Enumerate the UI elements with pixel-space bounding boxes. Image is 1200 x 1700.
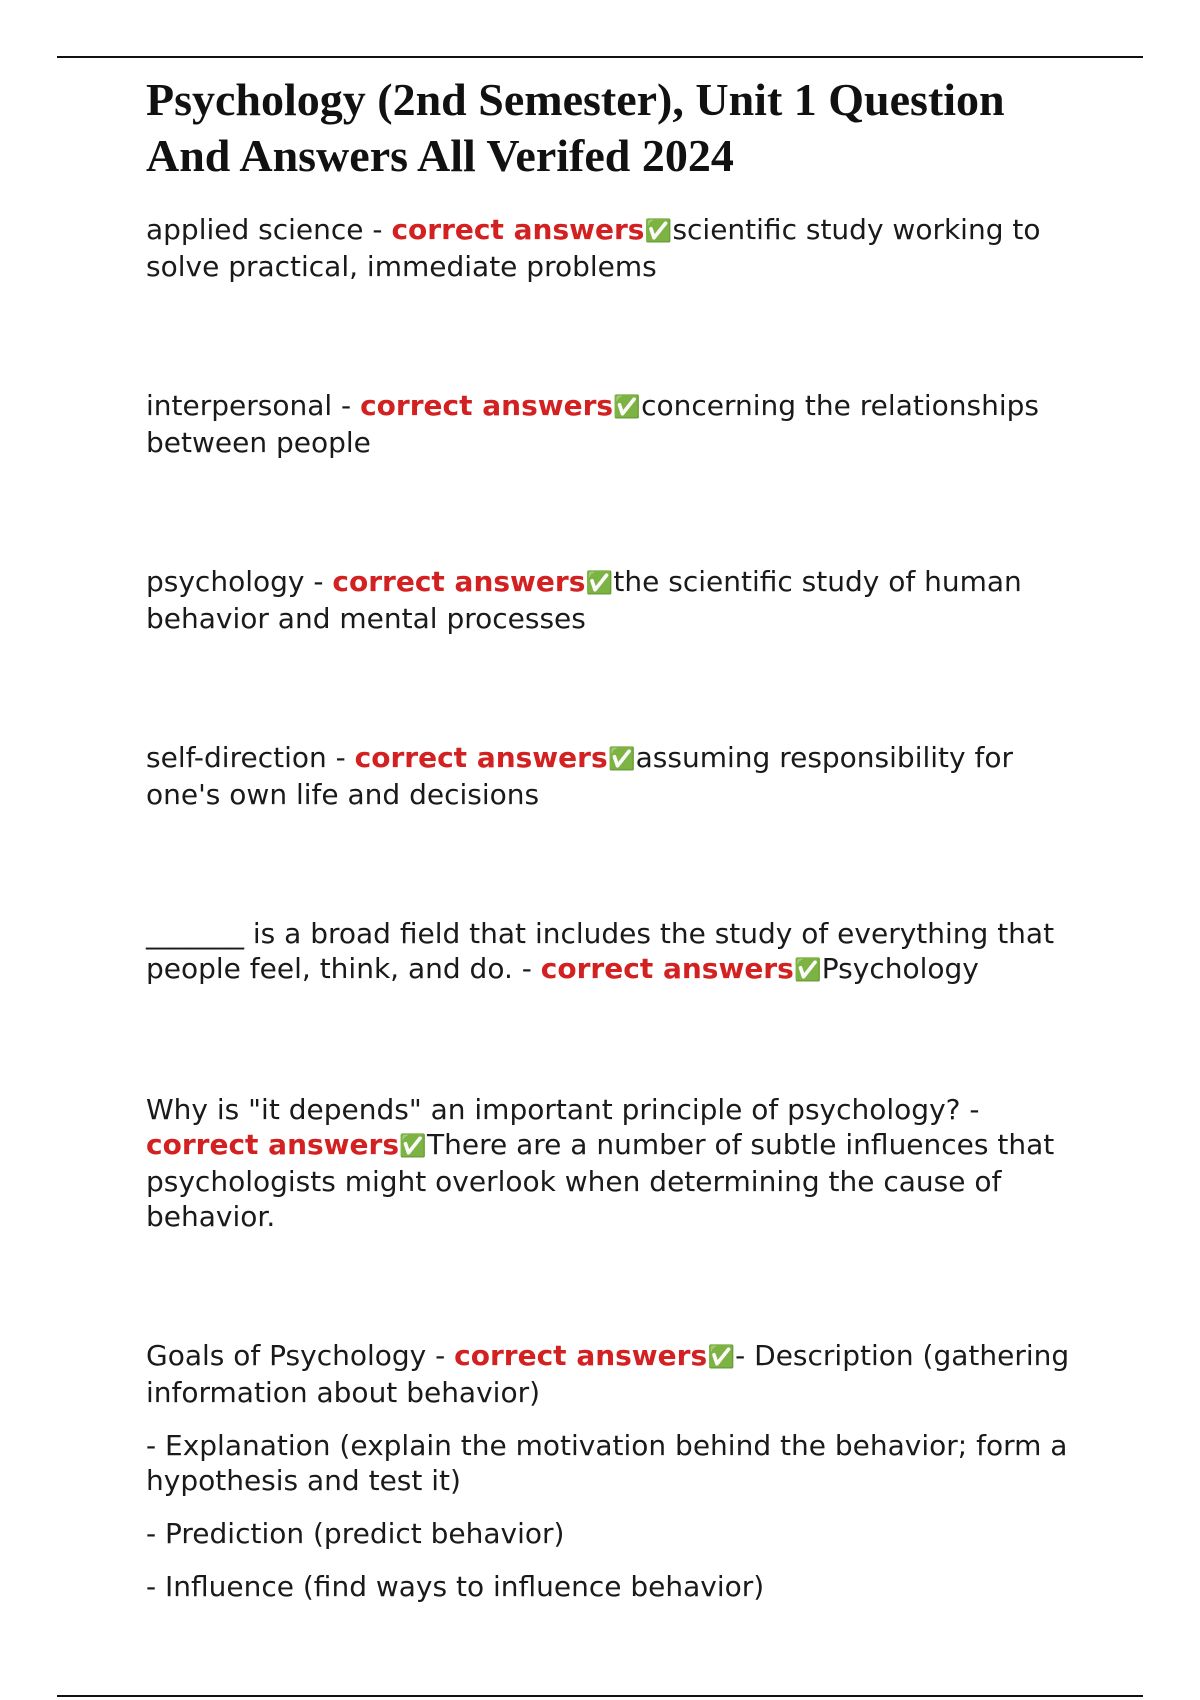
qa-entry (146, 1338, 1086, 1410)
check-circle-icon: ✅ (585, 571, 614, 596)
check-circle-icon: ✅ (607, 747, 636, 772)
answer-text: - Description (gathering information about behavior) (146, 1339, 1070, 1409)
qa-entry (146, 740, 1086, 812)
question-text: interpersonal - (146, 389, 352, 422)
check-circle-icon: ✅ (644, 219, 673, 244)
correct-answers-label: correct answers (332, 565, 586, 598)
answer-text: concerning the relationships between people (146, 389, 1039, 459)
document-title: Psychology (2nd Semester), Unit 1 Question And Answers All Verifed 2024 (146, 74, 1005, 181)
document-body (146, 72, 1086, 1622)
answer-text: Psychology (821, 952, 979, 985)
correct-answers-label: correct answers (391, 213, 645, 246)
answer-text: the scientific study of human behavior and mental processes (146, 565, 1022, 635)
question-text: Why is "it depends" an important principle of psychology? - (146, 1093, 980, 1126)
correct-answers-label: correct answers (360, 389, 614, 422)
check-circle-icon: ✅ (613, 395, 641, 420)
qa-entry (146, 564, 1086, 636)
qa-entry (146, 388, 1086, 460)
qa-entry (146, 212, 1086, 284)
question-text: Goals of Psychology - (146, 1339, 446, 1372)
bottom-rule (57, 1695, 1143, 1697)
question-text: self-direction - (146, 741, 346, 774)
goal-item: - Influence (find ways to influence behavior) (146, 1570, 765, 1603)
goal-item: - Prediction (predict behavior) (146, 1517, 565, 1550)
answer-text: assuming responsibility for one's own life and decisions (146, 741, 1013, 811)
goal-item: - Explanation (explain the motivation behind the behavior; form a hypothesis and test it) (146, 1429, 1068, 1497)
qa-entry (146, 916, 1086, 988)
correct-answers-label: correct answers (454, 1339, 708, 1372)
check-circle-icon: ✅ (707, 1345, 735, 1370)
question-text: applied science - (146, 213, 383, 246)
check-circle-icon: ✅ (399, 1134, 427, 1159)
qa-entry (146, 1092, 1086, 1234)
question-text: psychology - (146, 565, 324, 598)
check-circle-icon: ✅ (794, 958, 822, 983)
answer-text: scientific study working to solve practical, immediate problems (146, 213, 1041, 283)
top-rule (57, 56, 1143, 58)
correct-answers-label: correct answers (354, 741, 608, 774)
question-text: _______ is a broad field that includes the study of everything that people feel, think, and do. - (146, 917, 1055, 985)
correct-answers-label: correct answers (540, 952, 794, 985)
answer-text: There are a number of subtle influences that psychologists might overlook when determining the cause of behavior. (146, 1128, 1055, 1233)
correct-answers-label: correct answers (146, 1128, 399, 1161)
